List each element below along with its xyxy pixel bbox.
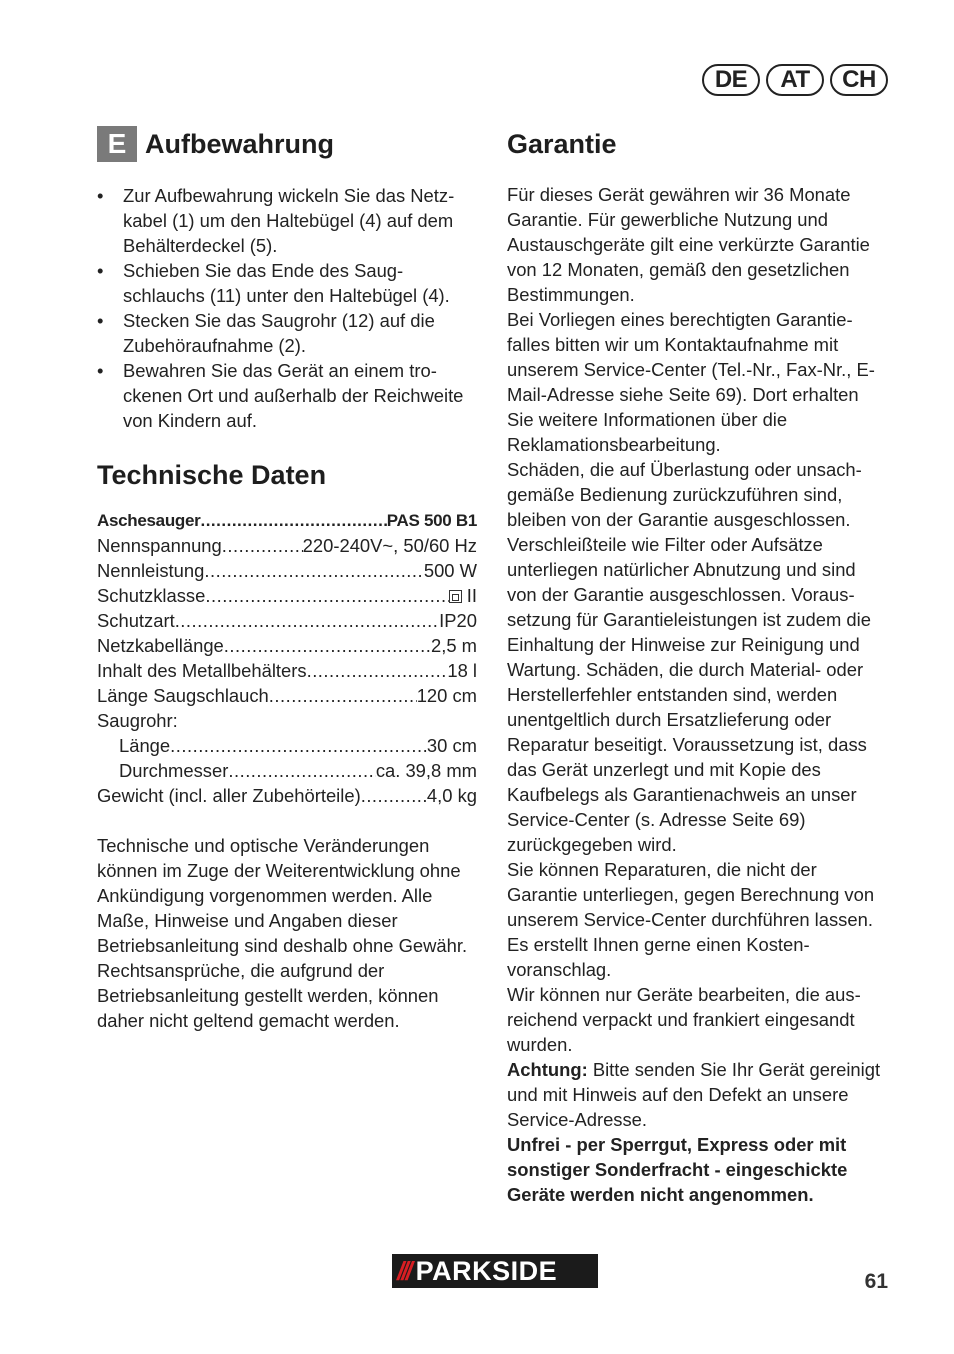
spec-value: PAS 500 B1 [386,511,477,530]
spec-label: Länge [119,735,171,756]
spec-row [97,658,477,683]
warranty-paragraph: Schäden, die auf Überlastung oder unsachgemäße Bedienung zurückzuführen sind, bleiben von der Garantie ausgeschlossen. Verschleißteile wie Filter oder Aufsätze unterliegen natürlicher Abnutzung und sind von der Garantie ausgeschlossen. Voraussetzung für Garantieleistungen ist zudem die Einhaltung der Hinweise zur Reinigung und Wartung. Schäden, die durch Material- oder Herstellerfehler entstanden sind, werden unentgeltlich durch Ersatzlieferung oder Reparatur beseitigt. Voraussetzung ist, dass das Gerät unzerlegt und mit Kopie des Kaufbelegs als Garantienachweis an unser Service-Center (s. Adresse Seite 69) zurückgegeben wird. [507,459,871,855]
spec-row [97,733,477,758]
protection-class-ii-icon [449,590,462,603]
tech-heading [97,455,477,495]
tech-title: Technische Daten [97,459,327,490]
spec-value: 18 l [447,660,477,681]
spec-row [97,583,477,608]
spec-label: Schutzart [97,610,175,631]
spec-label: Länge Saugschlauch [97,685,269,706]
spec-row [97,783,477,808]
leader-dots [170,733,427,758]
list-item: • Bewahren Sie das Gerät an einem trockenen Ort und außerhalb der Reichweite von Kindern auf. [97,358,477,433]
storage-heading [97,125,477,163]
warranty-paragraph: Für dieses Gerät gewähren wir 36 Monate Garantie. Für gewerbliche Nutzung und Austauschgeräte gilt eine verkürzte Garantie von 12 Monaten, gemäß den gesetzlichen Bestimmungen. [507,184,870,305]
right-column [507,125,889,1207]
spec-label: Schutzklasse [97,585,206,606]
spec-row [97,533,477,558]
leader-dots [222,533,303,558]
warranty-paragraph: Wir können nur Geräte bearbeiten, die ausreichend verpackt und frankiert eingesandt wurden. [507,984,861,1055]
spec-label: Saugrohr: [97,710,178,731]
warranty-title: Garantie [507,128,617,159]
leader-dots [205,583,448,608]
parkside-logo [392,1254,598,1288]
country-badge-at: AT [766,64,824,96]
spec-label: Gewicht (incl. aller Zubehörteile) [97,785,361,806]
spec-row [97,558,477,583]
spec-label: Aschesauger [97,511,201,530]
spec-value: 120 cm [416,685,477,706]
spec-row [97,608,477,633]
spec-value: 220-240V~, 50/60 Hz [302,535,477,556]
list-item: • Zur Aufbewahrung wickeln Sie das Netzkabel (1) um den Haltebügel (4) auf dem Behälterdeckel (5). [97,183,477,258]
warranty-final-note: Unfrei - per Sperrgut, Express oder mit sonstiger Sonderfracht - eingeschickte Geräte werden nicht angenommen. [507,1134,848,1205]
logo-stripes: /// [397,1255,410,1286]
spec-row [97,683,477,708]
leader-dots [175,608,439,633]
spec-value: 2,5 m [431,635,477,656]
section-badge: E [97,126,137,162]
spec-label: Nennleistung [97,560,205,581]
leader-dots [228,758,375,783]
spec-value: 500 W [423,560,477,581]
spec-value: 4,0 kg [426,785,477,806]
attention-paragraph [507,1057,889,1132]
spec-row [97,758,477,783]
warranty-paragraph: Sie können Reparaturen, die nicht der Garantie unterliegen, gegen Berechnung von unserem Service-Center durchführen lassen. Es erstellt Ihnen gerne einen Kostenvoranschlag. [507,859,875,980]
list-item: • Schieben Sie das Ende des Saugschlauchs (11) unter den Haltebügel (4). [97,258,477,308]
storage-title: Aufbewahrung [145,128,334,159]
warranty-heading [507,125,889,163]
leader-dots [307,658,448,683]
tech-notice: Technische und optische Veränderungen können im Zuge der Weiterentwicklung ohne Ankündigung vorgenommen werden. Alle Maße, Hinweise und Angaben dieser Betriebsanleitung sind deshalb ohne Gewähr. Rechtsansprüche, die aufgrund der Betriebsanleitung gestellt werden, können daher nicht geltend gemacht werden. [97,835,468,1031]
leader-dots [361,783,427,808]
attention-label: Achtung: [507,1059,588,1080]
logo-text: PARKSIDE [415,1255,558,1286]
spec-label: Durchmesser [119,760,229,781]
spec-label: Inhalt des Metallbehälters [97,660,307,681]
list-item: • Stecken Sie das Saugrohr (12) auf die Zubehöraufnahme (2). [97,308,477,358]
leader-dots [269,683,417,708]
storage-list [97,183,477,433]
spec-value-wrap [449,583,477,608]
spec-label: Nennspannung [97,535,222,556]
spec-value: IP20 [439,610,477,631]
leader-dots [204,558,423,583]
warranty-paragraph: Bei Vorliegen eines berechtigten Garantiefalles bitten wir um Kontaktaufnahme mit unserem Service-Center (Tel.-Nr., Fax-Nr., E-Mail-Adresse siehe Seite 69). Dort erhalten Sie weitere Informationen über die Reklamationsbearbeitung. [507,309,875,455]
spec-row [97,708,477,733]
country-badge-ch: CH [830,64,888,96]
spec-table [97,508,477,808]
spec-label: Netzkabellänge [97,635,224,656]
leader-dots [200,508,386,533]
spec-value: ca. 39,8 mm [375,760,477,781]
page-number: 61 [864,1270,888,1293]
spec-value: II [466,585,477,606]
spec-row [97,633,477,658]
left-column [97,125,477,1033]
attention-text: Bitte senden Sie Ihr Gerät gereinigt und mit Hinweis auf den Defekt an unsere Service-Adresse. [507,1059,881,1130]
spec-row-header [97,508,477,533]
country-badges [702,64,888,96]
warranty-body [507,182,889,1207]
country-badge-de: DE [702,64,760,96]
spec-value: 30 cm [426,735,477,756]
leader-dots [224,633,431,658]
